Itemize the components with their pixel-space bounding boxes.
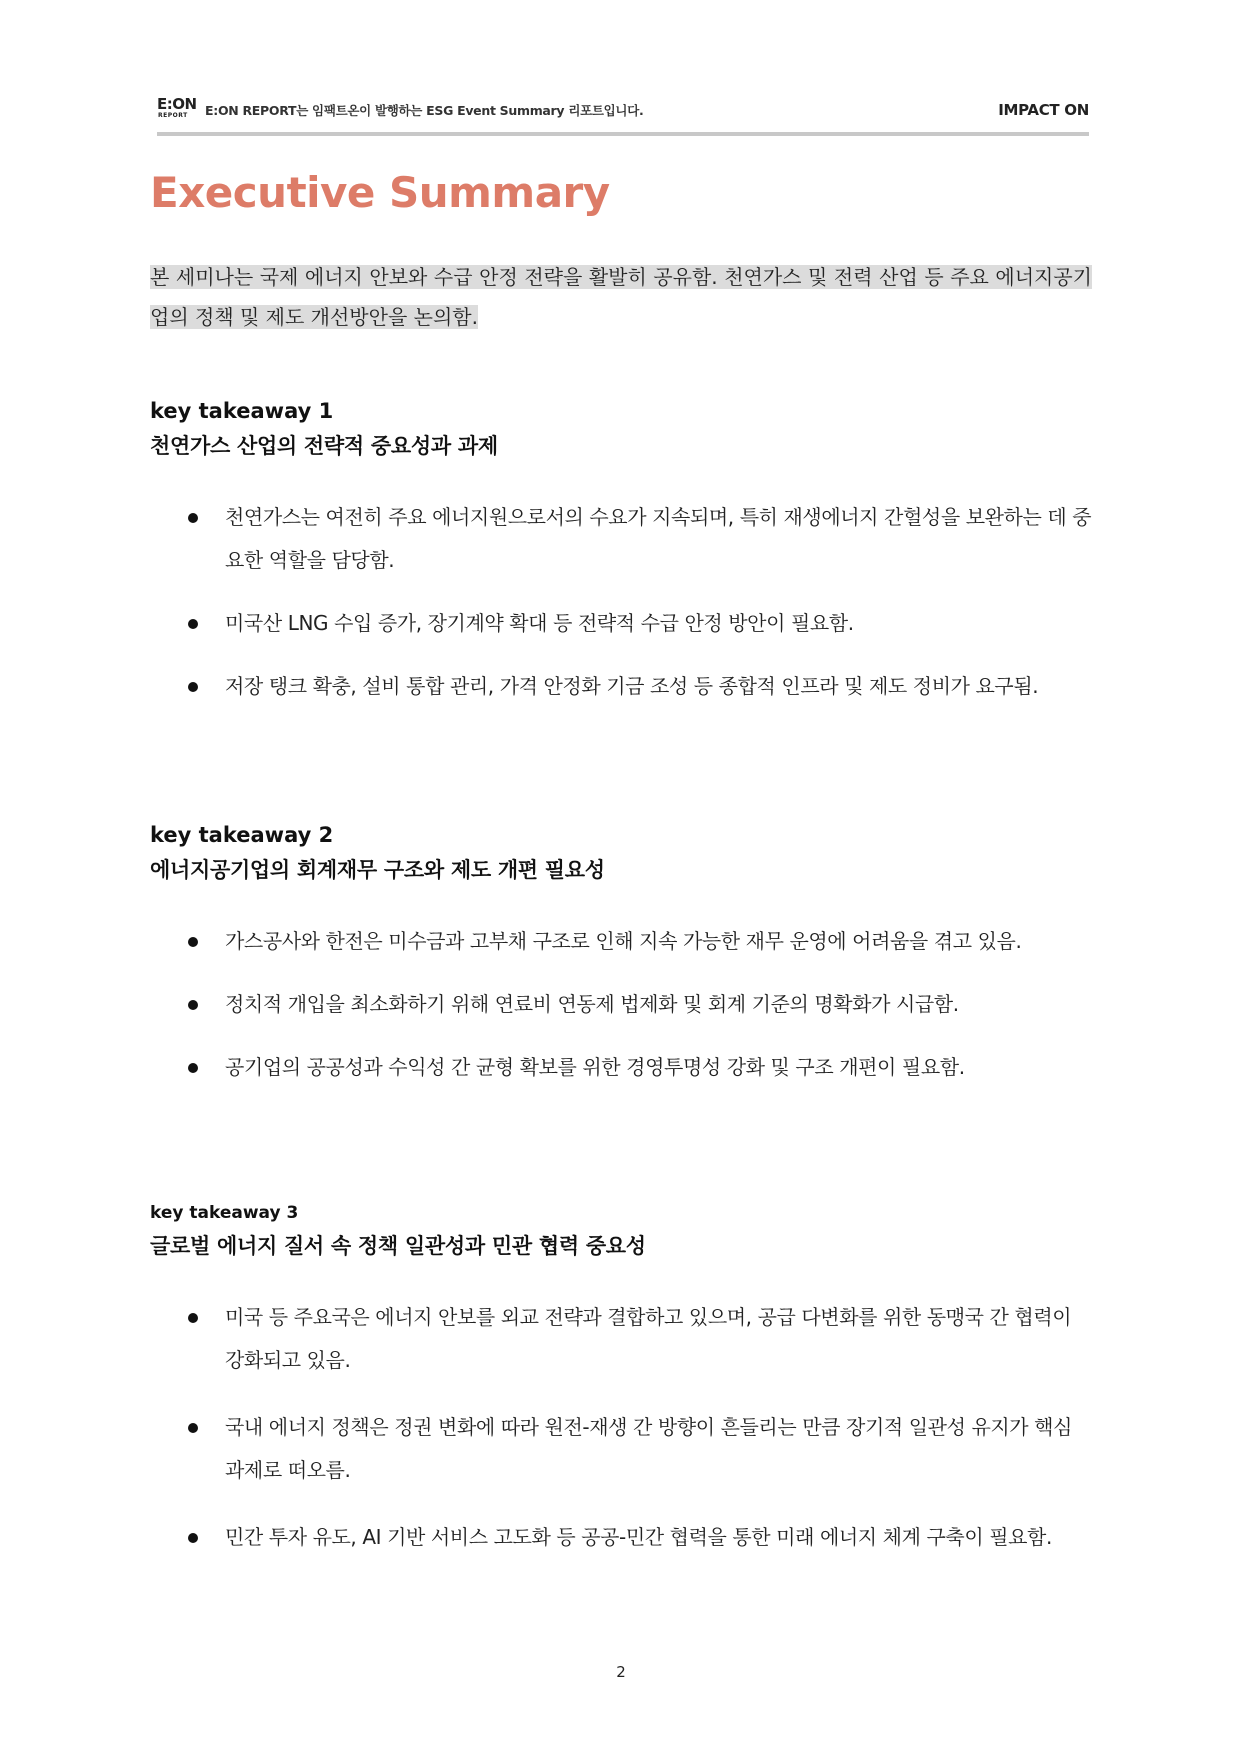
bullet-item [150,983,1092,1026]
bullet-dot-icon [188,1313,198,1323]
takeaway-label: key takeaway 3 [150,1203,299,1223]
takeaway-label: key takeaway 1 [150,399,334,423]
bullet-item [150,602,1092,645]
intro-paragraph [150,257,1092,337]
bullet-text: 미국산 LNG 수입 증가, 장기계약 확대 등 전략적 수급 안정 방안이 필요함. [225,611,854,635]
eon-report-logo [157,95,195,123]
logo-main-text: E:ON [157,95,197,113]
bullet-item [150,1406,1092,1492]
bullet-text: 천연가스는 여전히 주요 에너지원으로서의 수요가 지속되며, 특히 재생에너지 간헐성을 보완하는 데 중요한 역할을 담당함. [225,505,1092,572]
page-header [157,95,1089,125]
bullet-text: 민간 투자 유도, AI 기반 서비스 고도화 등 공공-민간 협력을 통한 미래 에너지 체계 구축이 필요함. [225,1525,1052,1549]
header-tagline: E:ON REPORT는 임팩트온이 발행하는 ESG Event Summary 리포트입니다. [205,103,644,118]
takeaway-bullets [150,920,1092,1089]
bullet-text: 저장 탱크 확충, 설비 통합 관리, 가격 안정화 기금 조성 등 종합적 인프라 및 제도 정비가 요구됨. [225,674,1039,698]
takeaway-label: key takeaway 2 [150,823,334,847]
bullet-dot-icon [188,937,198,947]
bullet-item [150,1296,1092,1382]
takeaway-heading: 에너지공기업의 회계재무 구조와 제도 개편 필요성 [150,858,605,882]
takeaway-heading: 글로벌 에너지 질서 속 정책 일관성과 민관 협력 중요성 [150,1234,646,1258]
header-divider [157,132,1089,136]
intro-highlight: 본 세미나는 국제 에너지 안보와 수급 안정 전략을 활발히 공유함. 천연가스 및 전력 산업 등 주요 에너지공기업의 정책 및 제도 개선방안을 논의함. [150,265,1092,329]
impact-on-logo: IMPACT ON [998,101,1089,119]
takeaway-heading: 천연가스 산업의 전략적 중요성과 과제 [150,434,498,458]
bullet-item [150,920,1092,963]
bullet-dot-icon [188,1063,198,1073]
bullet-dot-icon [188,513,198,523]
bullet-dot-icon [188,1533,198,1543]
bullet-dot-icon [188,619,198,629]
takeaway-section-1 [150,394,1092,698]
page-number: 2 [616,1663,626,1681]
bullet-text: 공기업의 공공성과 수익성 간 균형 확보를 위한 경영투명성 강화 및 구조 개편이 필요함. [225,1055,965,1079]
page-title: Executive Summary [150,168,610,217]
bullet-item [150,1046,1092,1089]
takeaway-section-2 [150,818,1092,1079]
takeaway-bullets [150,1296,1092,1559]
logo-sub-text: REPORT [158,112,188,119]
bullet-dot-icon [188,682,198,692]
bullet-text: 가스공사와 한전은 미수금과 고부채 구조로 인해 지속 가능한 재무 운영에 어려움을 겪고 있음. [225,929,1022,953]
bullet-dot-icon [188,1000,198,1010]
bullet-dot-icon [188,1423,198,1433]
bullet-item [150,1516,1092,1559]
bullet-item [150,665,1092,708]
takeaway-section-3 [150,1198,1092,1549]
bullet-text: 미국 등 주요국은 에너지 안보를 외교 전략과 결합하고 있으며, 공급 다변화를 위한 동맹국 간 협력이 강화되고 있음. [225,1305,1072,1372]
bullet-text: 정치적 개입을 최소화하기 위해 연료비 연동제 법제화 및 회계 기준의 명확화가 시급함. [225,992,959,1016]
takeaway-bullets [150,496,1092,708]
bullet-item [150,496,1092,582]
bullet-text: 국내 에너지 정책은 정권 변화에 따라 원전-재생 간 방향이 흔들리는 만큼 장기적 일관성 유지가 핵심 과제로 떠오름. [225,1415,1073,1482]
